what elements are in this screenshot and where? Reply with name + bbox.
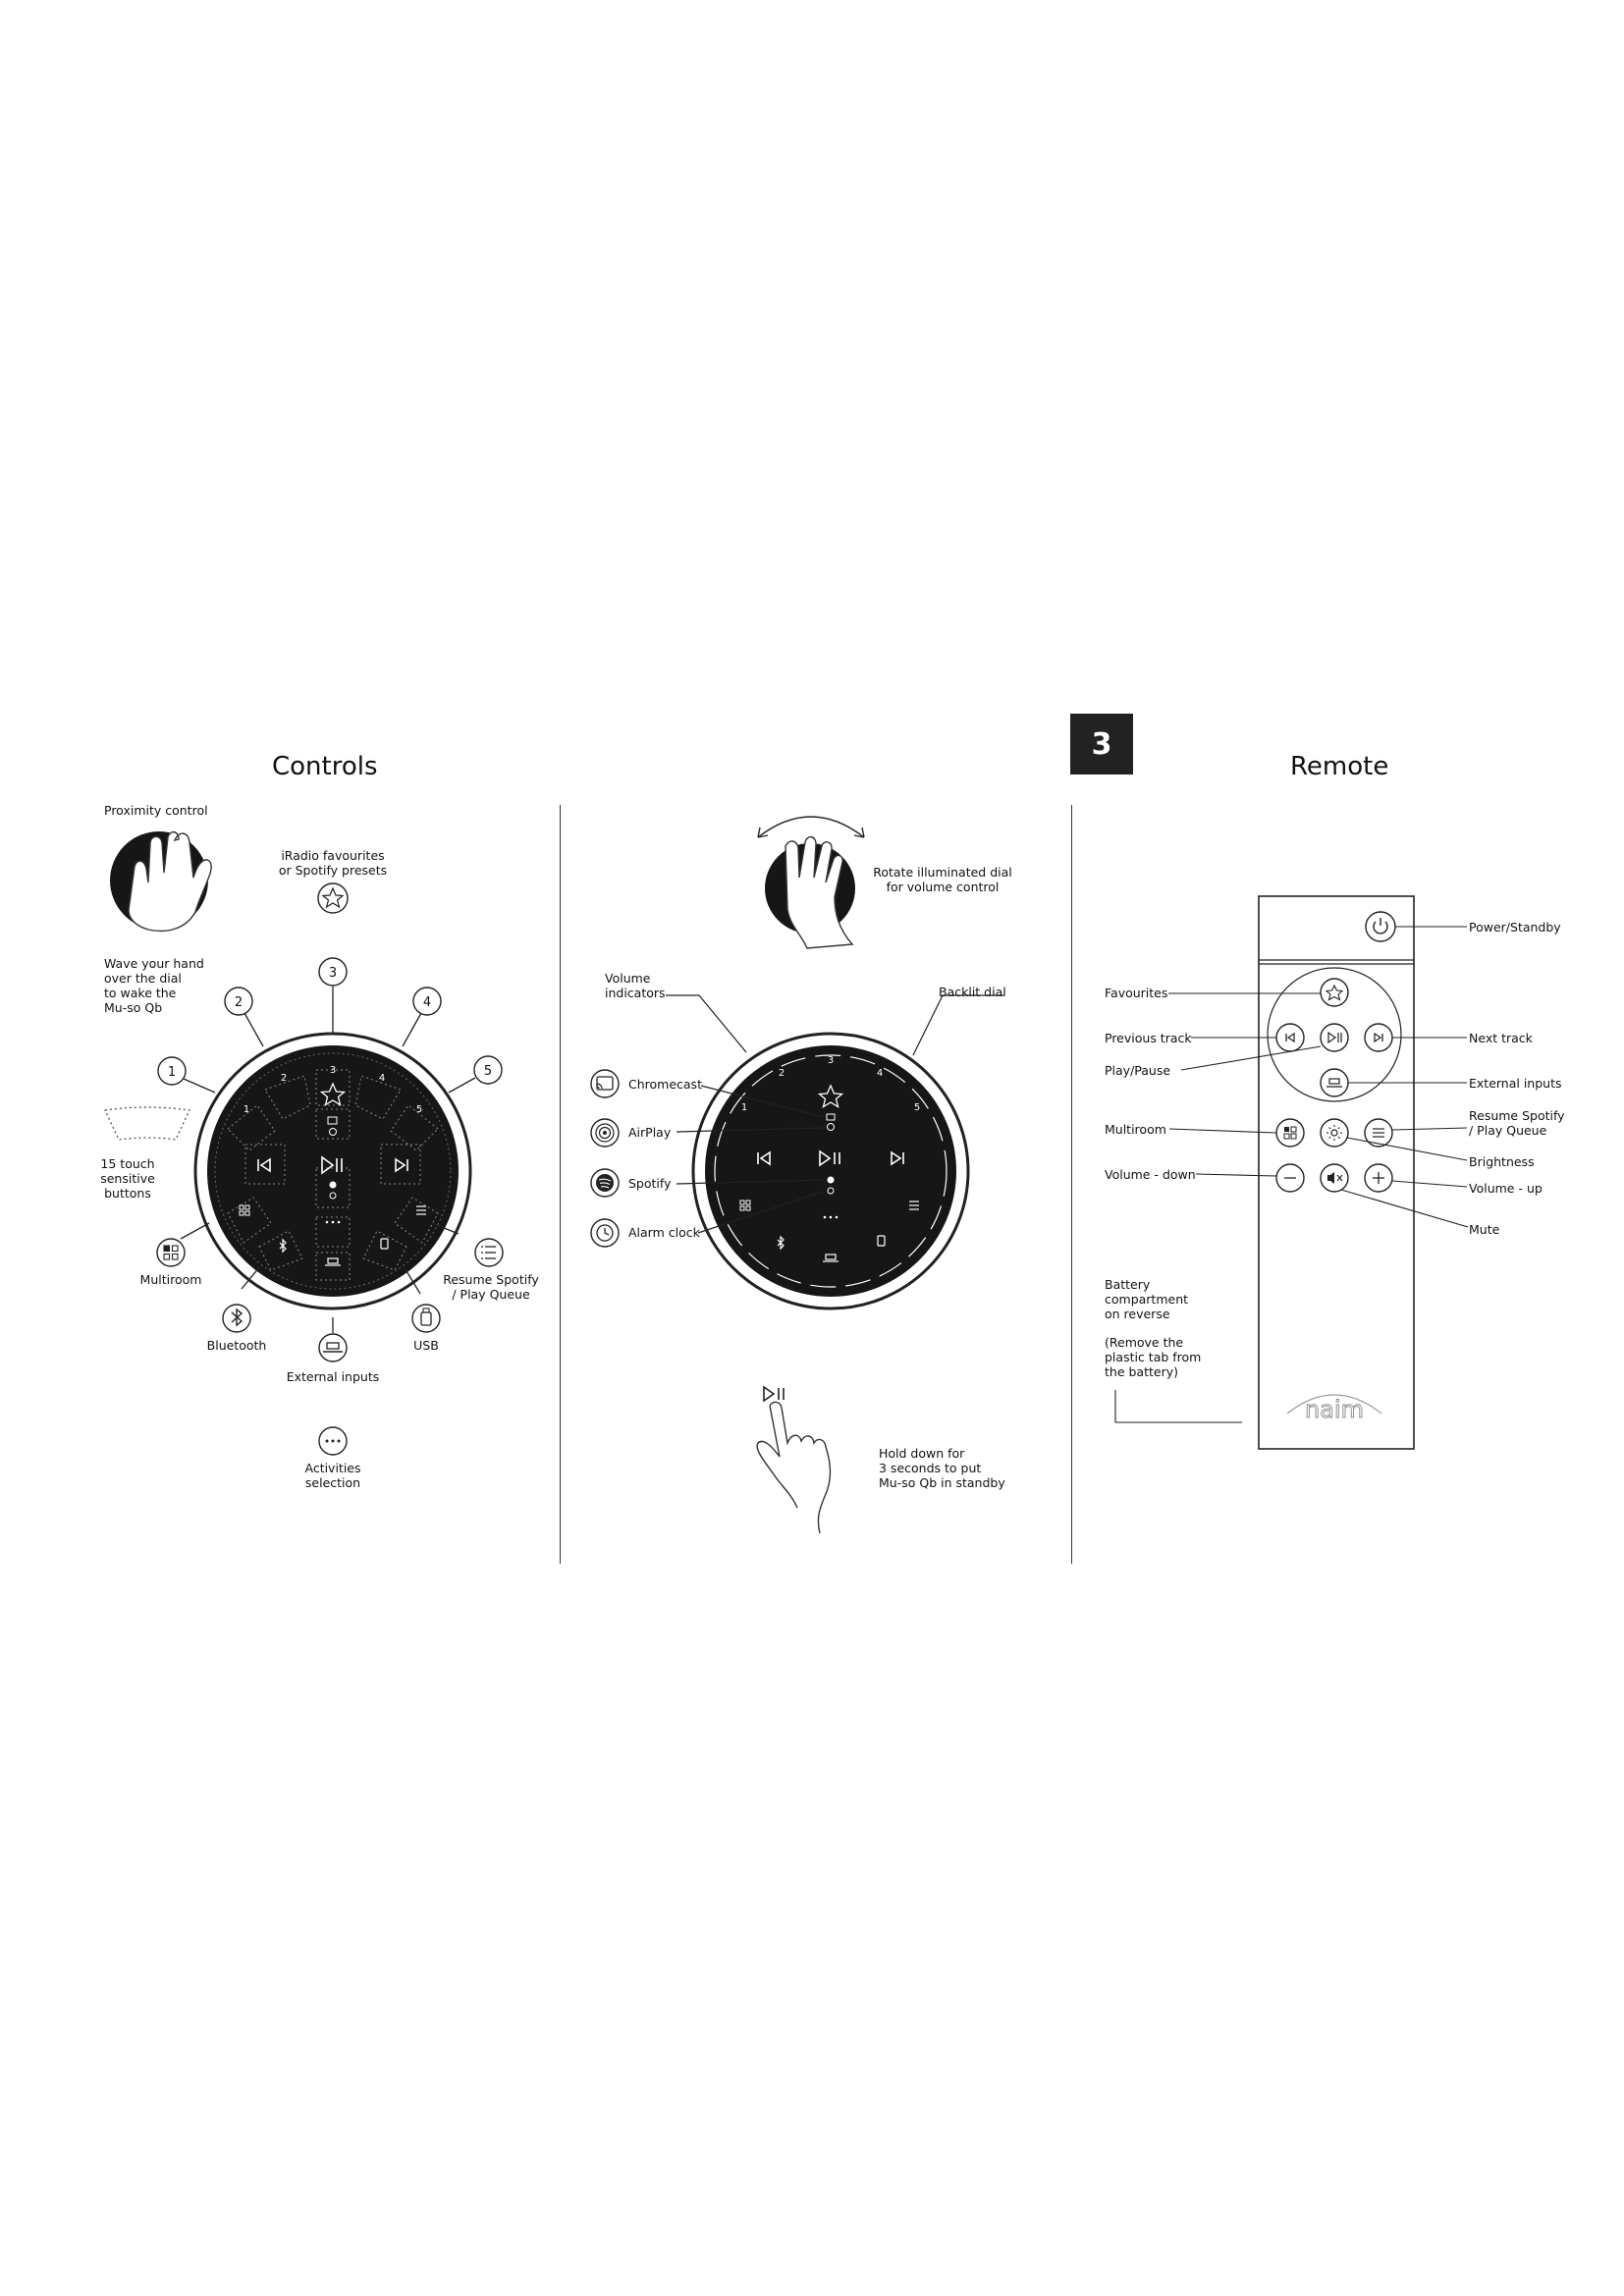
- preset-number-3: 3: [328, 966, 338, 981]
- play-pause-label: Play/Pause: [1105, 1063, 1171, 1078]
- battery-note-line: (Remove the: [1105, 1335, 1184, 1350]
- remote-queue-icon: [1365, 1119, 1392, 1147]
- hold-label-line: 3 seconds to put: [879, 1461, 982, 1475]
- spotify-label: Spotify: [628, 1176, 672, 1191]
- chromecast-label: Chromecast: [628, 1077, 702, 1092]
- remote-brightness-icon: [1321, 1119, 1348, 1147]
- remote-external-label: External inputs: [1469, 1076, 1562, 1091]
- mdial-label-5: 5: [913, 1102, 921, 1113]
- usb-label: USB: [413, 1338, 439, 1353]
- airplay-label: AirPlay: [628, 1125, 672, 1140]
- wave-label-line: over the dial: [104, 971, 182, 986]
- battery-label: [1105, 1277, 1188, 1321]
- touch-label-line: 15 touch: [100, 1156, 155, 1171]
- controls-title: Controls: [272, 752, 378, 781]
- battery-label-line: compartment: [1105, 1292, 1189, 1307]
- volume-down-label: Volume - down: [1105, 1167, 1196, 1182]
- proximity-label: Proximity control: [104, 803, 208, 818]
- resume-label-line: / Play Queue: [452, 1287, 530, 1302]
- preset-number-2: 2: [234, 995, 244, 1010]
- naim-logo-text: naim: [1305, 1396, 1364, 1423]
- volume-indicators-line: Volume: [605, 971, 651, 986]
- preset-number-1: 1: [167, 1065, 177, 1080]
- remote-favourites-label: Favourites: [1105, 986, 1168, 1000]
- wave-label-line: Mu-so Qb: [104, 1000, 163, 1015]
- dial-label-5: 5: [415, 1104, 423, 1115]
- mdial-label-1: 1: [740, 1102, 748, 1113]
- page-number: 3: [1091, 726, 1112, 762]
- wave-label-line: to wake the: [104, 986, 177, 1000]
- touch-label-line: sensitive: [100, 1171, 155, 1186]
- battery-note-line: plastic tab from: [1105, 1350, 1202, 1364]
- remote-previous-icon: [1276, 1024, 1304, 1051]
- activities-label-line: Activities: [304, 1461, 361, 1475]
- battery-note-line: the battery): [1105, 1364, 1178, 1379]
- rotate-label-line: for volume control: [886, 880, 1000, 894]
- mute-label: Mute: [1469, 1222, 1500, 1237]
- dial-label-1: 1: [243, 1104, 250, 1115]
- volume-up-label: Volume - up: [1469, 1181, 1543, 1196]
- mdial-label-4: 4: [876, 1068, 884, 1079]
- external-inputs-label: External inputs: [286, 1369, 380, 1384]
- remote-external-icon: [1321, 1069, 1348, 1096]
- remote-multiroom-label: Multiroom: [1105, 1122, 1166, 1137]
- remote-title: Remote: [1290, 752, 1389, 781]
- touch-label-line: buttons: [104, 1186, 151, 1201]
- rotate-label-line: Rotate illuminated dial: [873, 865, 1012, 880]
- dial-label-2: 2: [280, 1073, 288, 1084]
- remote-favourites-icon: [1321, 979, 1348, 1006]
- volume-indicators-line: indicators: [605, 986, 666, 1000]
- favourites-label-line: iRadio favourites: [281, 848, 385, 863]
- battery-note: [1105, 1335, 1201, 1379]
- power-label: Power/Standby: [1469, 920, 1561, 934]
- dial-label-4: 4: [378, 1073, 386, 1084]
- favourites-label-line: or Spotify presets: [278, 863, 388, 878]
- dial-label-3: 3: [329, 1065, 337, 1076]
- remote-power-icon: [1366, 912, 1395, 941]
- bluetooth-label: Bluetooth: [206, 1338, 267, 1353]
- remote-multiroom-icon: [1276, 1119, 1304, 1147]
- preset-number-5: 5: [483, 1064, 493, 1079]
- remote-next-icon: [1365, 1024, 1392, 1051]
- battery-label-line: on reverse: [1105, 1307, 1170, 1321]
- preset-number-4: 4: [422, 995, 432, 1010]
- battery-label-line: Battery: [1105, 1277, 1151, 1292]
- alarm-label: Alarm clock: [628, 1225, 700, 1240]
- previous-track-label: Previous track: [1105, 1031, 1192, 1045]
- remote-play-pause-icon: [1321, 1024, 1348, 1051]
- mdial-label-3: 3: [827, 1055, 835, 1066]
- remote-resume-label: [1469, 1108, 1565, 1138]
- remote-resume-line: / Play Queue: [1469, 1123, 1547, 1138]
- resume-label-line: Resume Spotify: [443, 1272, 539, 1287]
- wave-label-line: Wave your hand: [104, 956, 204, 971]
- remote-volume-down-icon: [1276, 1164, 1304, 1192]
- brightness-label: Brightness: [1469, 1154, 1535, 1169]
- backlit-label: Backlit dial: [939, 985, 1006, 999]
- multiroom-label: Multiroom: [139, 1272, 202, 1287]
- remote-resume-line: Resume Spotify: [1469, 1108, 1565, 1123]
- hold-label-line: Hold down for: [879, 1446, 965, 1461]
- mdial-label-2: 2: [778, 1068, 785, 1079]
- remote-mute-icon: [1321, 1164, 1348, 1192]
- remote-volume-up-icon: [1365, 1164, 1392, 1192]
- activities-label-line: selection: [304, 1475, 361, 1490]
- next-track-label: Next track: [1469, 1031, 1533, 1045]
- hold-label-line: Mu-so Qb in standby: [879, 1475, 1005, 1490]
